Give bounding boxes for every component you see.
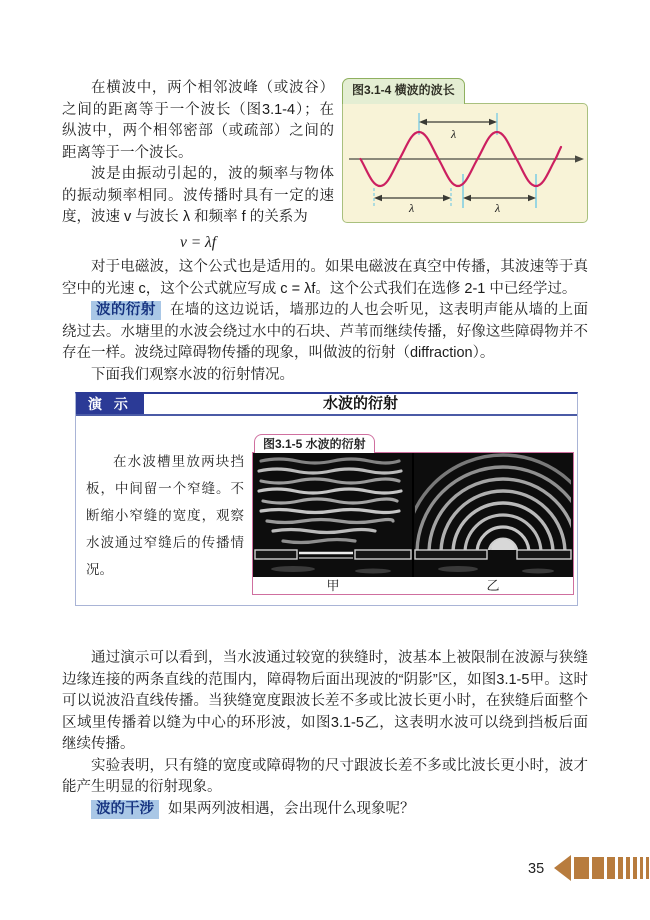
caption-left: 甲	[326, 578, 340, 593]
paragraph-wavelength: 在横波中，两个相邻波峰（或波谷）之间的距离等于一个波长（图3.1-4）；在纵波中，两个相邻密部（或疏部）之间的距离等于一个波长。	[62, 80, 334, 161]
demo-content	[76, 416, 577, 595]
paragraph-frequency: 波是由振动引起的，波的频率与物体的振动频率相同。波传播时具有一定的速度，波速 v 与波长 λ 和频率 f 的关系为	[62, 166, 334, 225]
figure-3-1-4-diagram	[342, 103, 588, 223]
demo-instructions: 在水波槽里放两块挡板，中间留一个窄缝。不断缩小窄缝的宽度，观察水波通过窄缝后的传播情况。	[86, 454, 244, 577]
figure-3-1-4-label: 图3.1-4 横波的波长	[342, 78, 465, 104]
interference-text: 如果两列波相遇，会出现什么现象呢？	[168, 800, 415, 817]
transverse-wave-diagram	[343, 104, 587, 222]
footer-arrow-icon	[554, 852, 650, 884]
demo-box	[75, 392, 578, 606]
lambda-label-bottom-right: λ	[495, 200, 501, 215]
paragraph-interference	[62, 799, 588, 821]
figure-3-1-5-label: 图3.1-5 水波的衍射	[254, 434, 375, 453]
top-section	[62, 78, 588, 257]
lambda-label-bottom-left: λ	[409, 200, 415, 215]
demo-title: 水波的衍射	[322, 395, 398, 412]
paragraph-diffraction	[62, 300, 588, 365]
demo-header	[76, 394, 577, 416]
diffraction-text: 在墙的这边说话，墙那边的人也会听见，这表明声能从墙的上面绕过去。水塘里的水波会绕过水中的石块、芦苇而继续传播，好像这些障碍物并不存在一样。波绕过障碍物传播的现象，叫做波的衍射（diffraction）。	[62, 302, 589, 361]
caption-right: 乙	[486, 578, 500, 593]
bottom-text-column	[62, 648, 588, 820]
paragraph-observe: 下面我们观察水波的衍射情况。	[91, 366, 294, 383]
figure-3-1-5-photo-frame	[252, 452, 574, 595]
interference-term-badge: 波的干涉	[91, 800, 159, 819]
diffraction-term-badge: 波的衍射	[91, 301, 161, 320]
figure-3-1-4	[342, 78, 588, 257]
lambda-label-top: λ	[451, 126, 457, 141]
demo-badge: 演 示	[76, 394, 144, 414]
wave-speed-formula: v = λf	[179, 233, 217, 251]
figure-3-1-5	[252, 434, 574, 595]
water-wave-photo	[253, 453, 573, 577]
photo-captions	[253, 577, 573, 594]
top-left-text	[62, 78, 334, 257]
paragraph-experiment-conclusion: 实验表明，只有缝的宽度或障碍物的尺寸跟波长差不多或比波长更小时，波才能产生明显的衍射现象。	[62, 757, 588, 795]
main-text-column	[62, 78, 588, 386]
page-number: 35	[528, 861, 545, 877]
paragraph-em-wave: 对于电磁波，这个公式也是适用的。如果电磁波在真空中传播，其波速等于真空中的光速 c，这个公式就应写成 c = λf。这个公式我们在选修 2-1 中已经学过。	[62, 259, 588, 297]
paragraph-demo-result: 通过演示可以看到，当水波通过较宽的狭缝时，波基本上被限制在波源与狭缝边缘连接的两条直线的范围内，障碍物后面出现波的“阴影”区，如图3.1-5甲。这时可以说波沿直线传播。当狭缝宽度跟波长差不多或比波长更小时，在狭缝后面整个区域里传播着以缝为中心的环形波，如图3.1-5乙，这表明水波可以绕到挡板后面继续传播。	[62, 650, 588, 752]
